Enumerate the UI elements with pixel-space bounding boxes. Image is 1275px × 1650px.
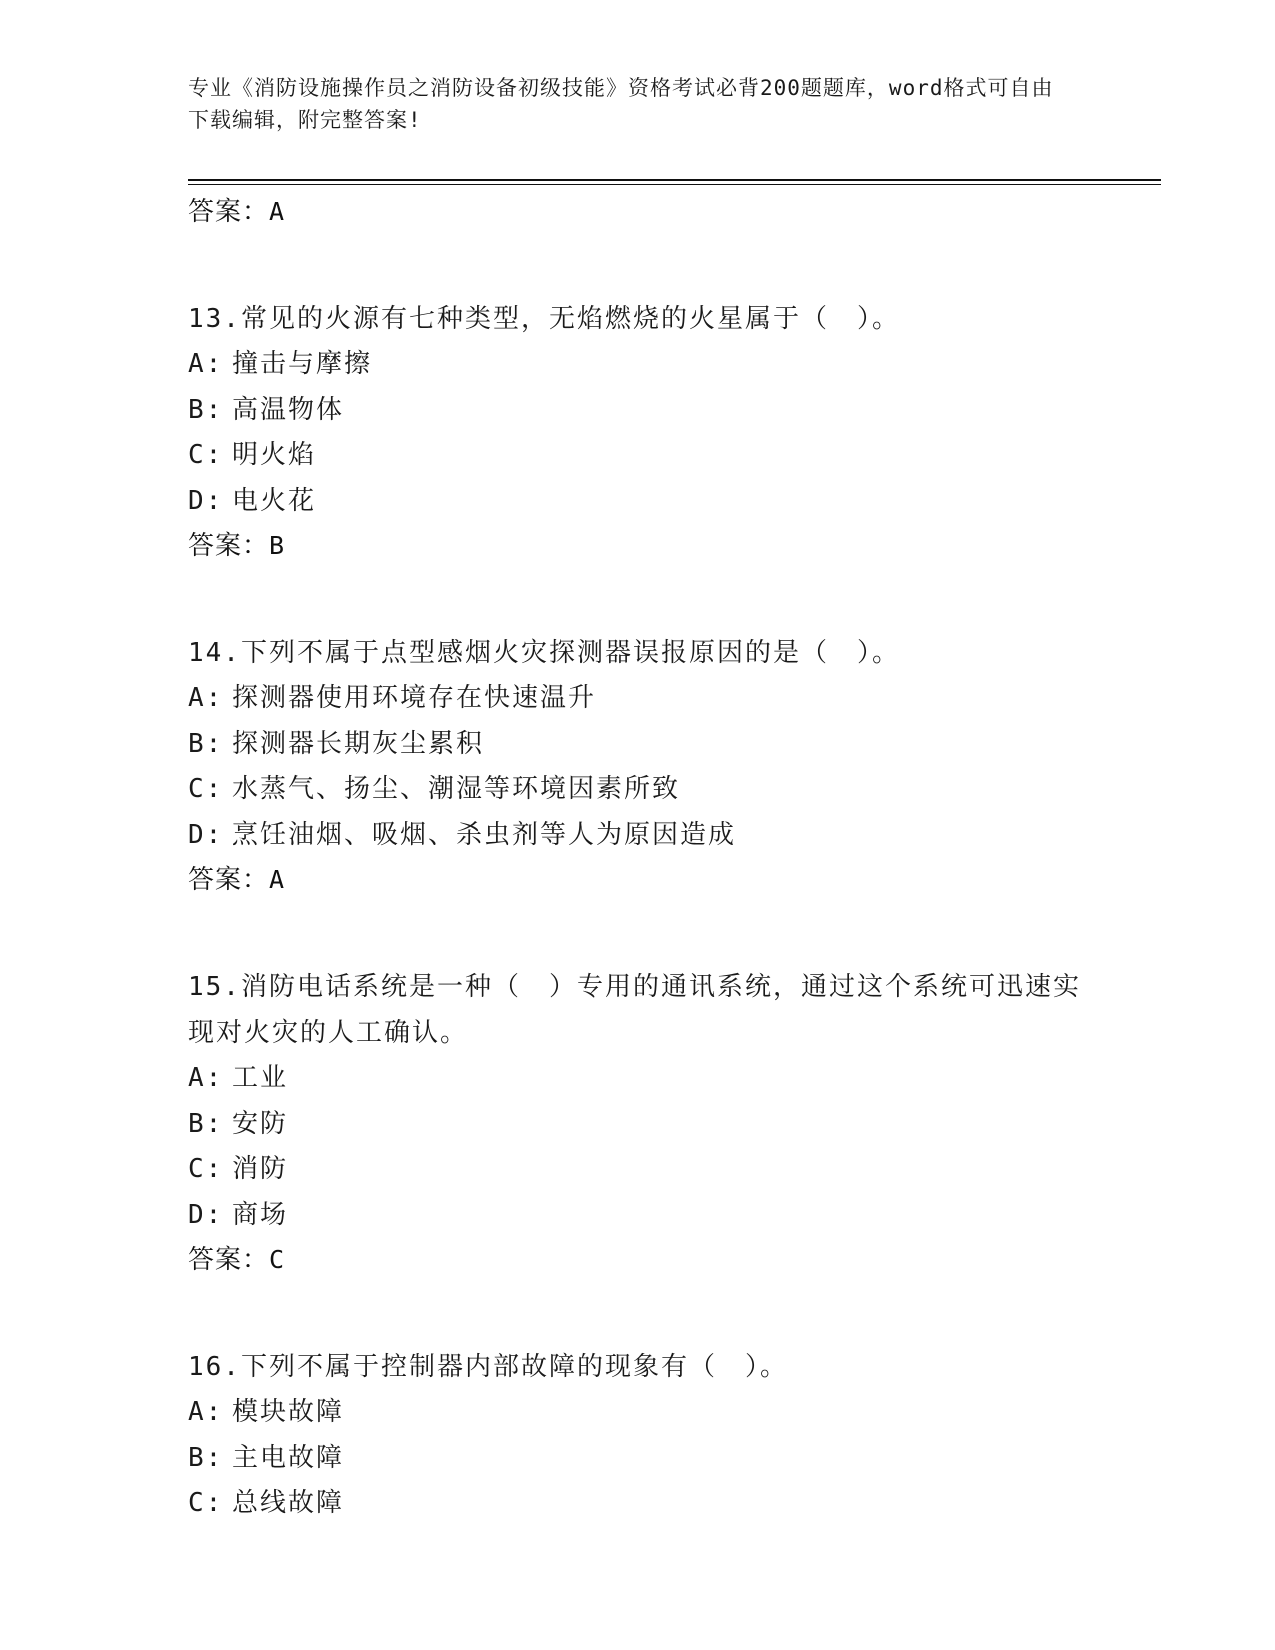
- answer-value: A: [269, 197, 286, 226]
- option-text: 探测器长期灰尘累积: [232, 728, 485, 759]
- question-list: [188, 190, 1088, 1527]
- question-16: [188, 1344, 1088, 1527]
- option-key: C:: [188, 774, 224, 804]
- option-key: C:: [188, 1154, 224, 1184]
- option-key: B:: [188, 728, 224, 759]
- question-stem: 14.下列不属于点型感烟火灾探测器误报原因的是（ ）。: [188, 638, 900, 668]
- option-b: [188, 1436, 1088, 1482]
- question-15: [188, 964, 1088, 1282]
- answer-label: 答案：: [188, 197, 270, 227]
- option-text: 探测器使用环境存在快速温升: [232, 683, 597, 713]
- option-a: [188, 1390, 1088, 1436]
- option-a: [188, 342, 1088, 388]
- option-text: 明火焰: [232, 440, 317, 470]
- question-gap: [188, 1282, 1088, 1344]
- option-key: A:: [188, 1397, 224, 1427]
- option-text: 工业: [232, 1063, 289, 1093]
- question-gap: [188, 902, 1088, 964]
- option-c: [188, 1147, 1088, 1193]
- option-text: 商场: [232, 1199, 289, 1230]
- option-b: [188, 388, 1088, 434]
- answer-label: 答案：: [188, 865, 270, 895]
- option-key: A:: [188, 1063, 224, 1093]
- document-header: 专业《消防设施操作员之消防设备初级技能》资格考试必背200题题库，word格式可自由下载编辑，附完整答案!: [188, 76, 1054, 132]
- option-text: 撞击与摩擦: [232, 349, 373, 379]
- option-text: 高温物体: [232, 394, 345, 425]
- option-d: [188, 813, 1088, 859]
- header-divider-thin: [188, 184, 1161, 185]
- option-key: B:: [188, 1108, 224, 1139]
- option-c: [188, 1481, 1088, 1527]
- option-b: [188, 722, 1088, 768]
- answer-line: [188, 524, 1088, 568]
- option-key: D:: [188, 819, 224, 850]
- answer-value: B: [269, 531, 286, 560]
- option-text: 电火花: [232, 485, 317, 516]
- option-d: [188, 479, 1088, 525]
- option-key: D:: [188, 1199, 224, 1230]
- answer-line-12: [188, 190, 1088, 234]
- option-key: B:: [188, 1442, 224, 1473]
- option-d: [188, 1193, 1088, 1239]
- option-text: 水蒸气、扬尘、潮湿等环境因素所致: [232, 774, 681, 804]
- option-b: [188, 1102, 1088, 1148]
- option-text: 安防: [232, 1108, 289, 1139]
- option-text: 总线故障: [232, 1488, 345, 1518]
- option-text: 模块故障: [232, 1397, 345, 1427]
- option-key: D:: [188, 485, 224, 516]
- option-c: [188, 767, 1088, 813]
- option-text: 主电故障: [232, 1442, 345, 1473]
- header-divider-thick: [188, 179, 1161, 181]
- answer-value: C: [269, 1245, 286, 1274]
- question-stem: 16.下列不属于控制器内部故障的现象有（ ）。: [188, 1352, 788, 1382]
- option-a: [188, 1056, 1088, 1102]
- question-stem: 13.常见的火源有七种类型，无焰燃烧的火星属于（ ）。: [188, 304, 900, 334]
- option-key: C:: [188, 440, 224, 470]
- option-key: A:: [188, 683, 224, 713]
- answer-label: 答案：: [188, 531, 270, 561]
- option-c: [188, 433, 1088, 479]
- answer-line: [188, 858, 1088, 902]
- answer-line: [188, 1238, 1088, 1282]
- answer-value: A: [269, 865, 286, 894]
- option-key: A:: [188, 349, 224, 379]
- answer-label: 答案：: [188, 1245, 270, 1275]
- question-gap: [188, 234, 1088, 296]
- option-key: B:: [188, 394, 224, 425]
- question-gap: [188, 568, 1088, 630]
- option-text: 烹饪油烟、吸烟、杀虫剂等人为原因造成: [232, 819, 737, 850]
- question-13: [188, 296, 1088, 568]
- question-stem: 15.消防电话系统是一种（ ）专用的通讯系统，通过这个系统可迅速实现对火灾的人工确认。: [188, 972, 1081, 1048]
- option-a: [188, 676, 1088, 722]
- option-text: 消防: [232, 1154, 289, 1184]
- option-key: C:: [188, 1488, 224, 1518]
- question-14: [188, 630, 1088, 902]
